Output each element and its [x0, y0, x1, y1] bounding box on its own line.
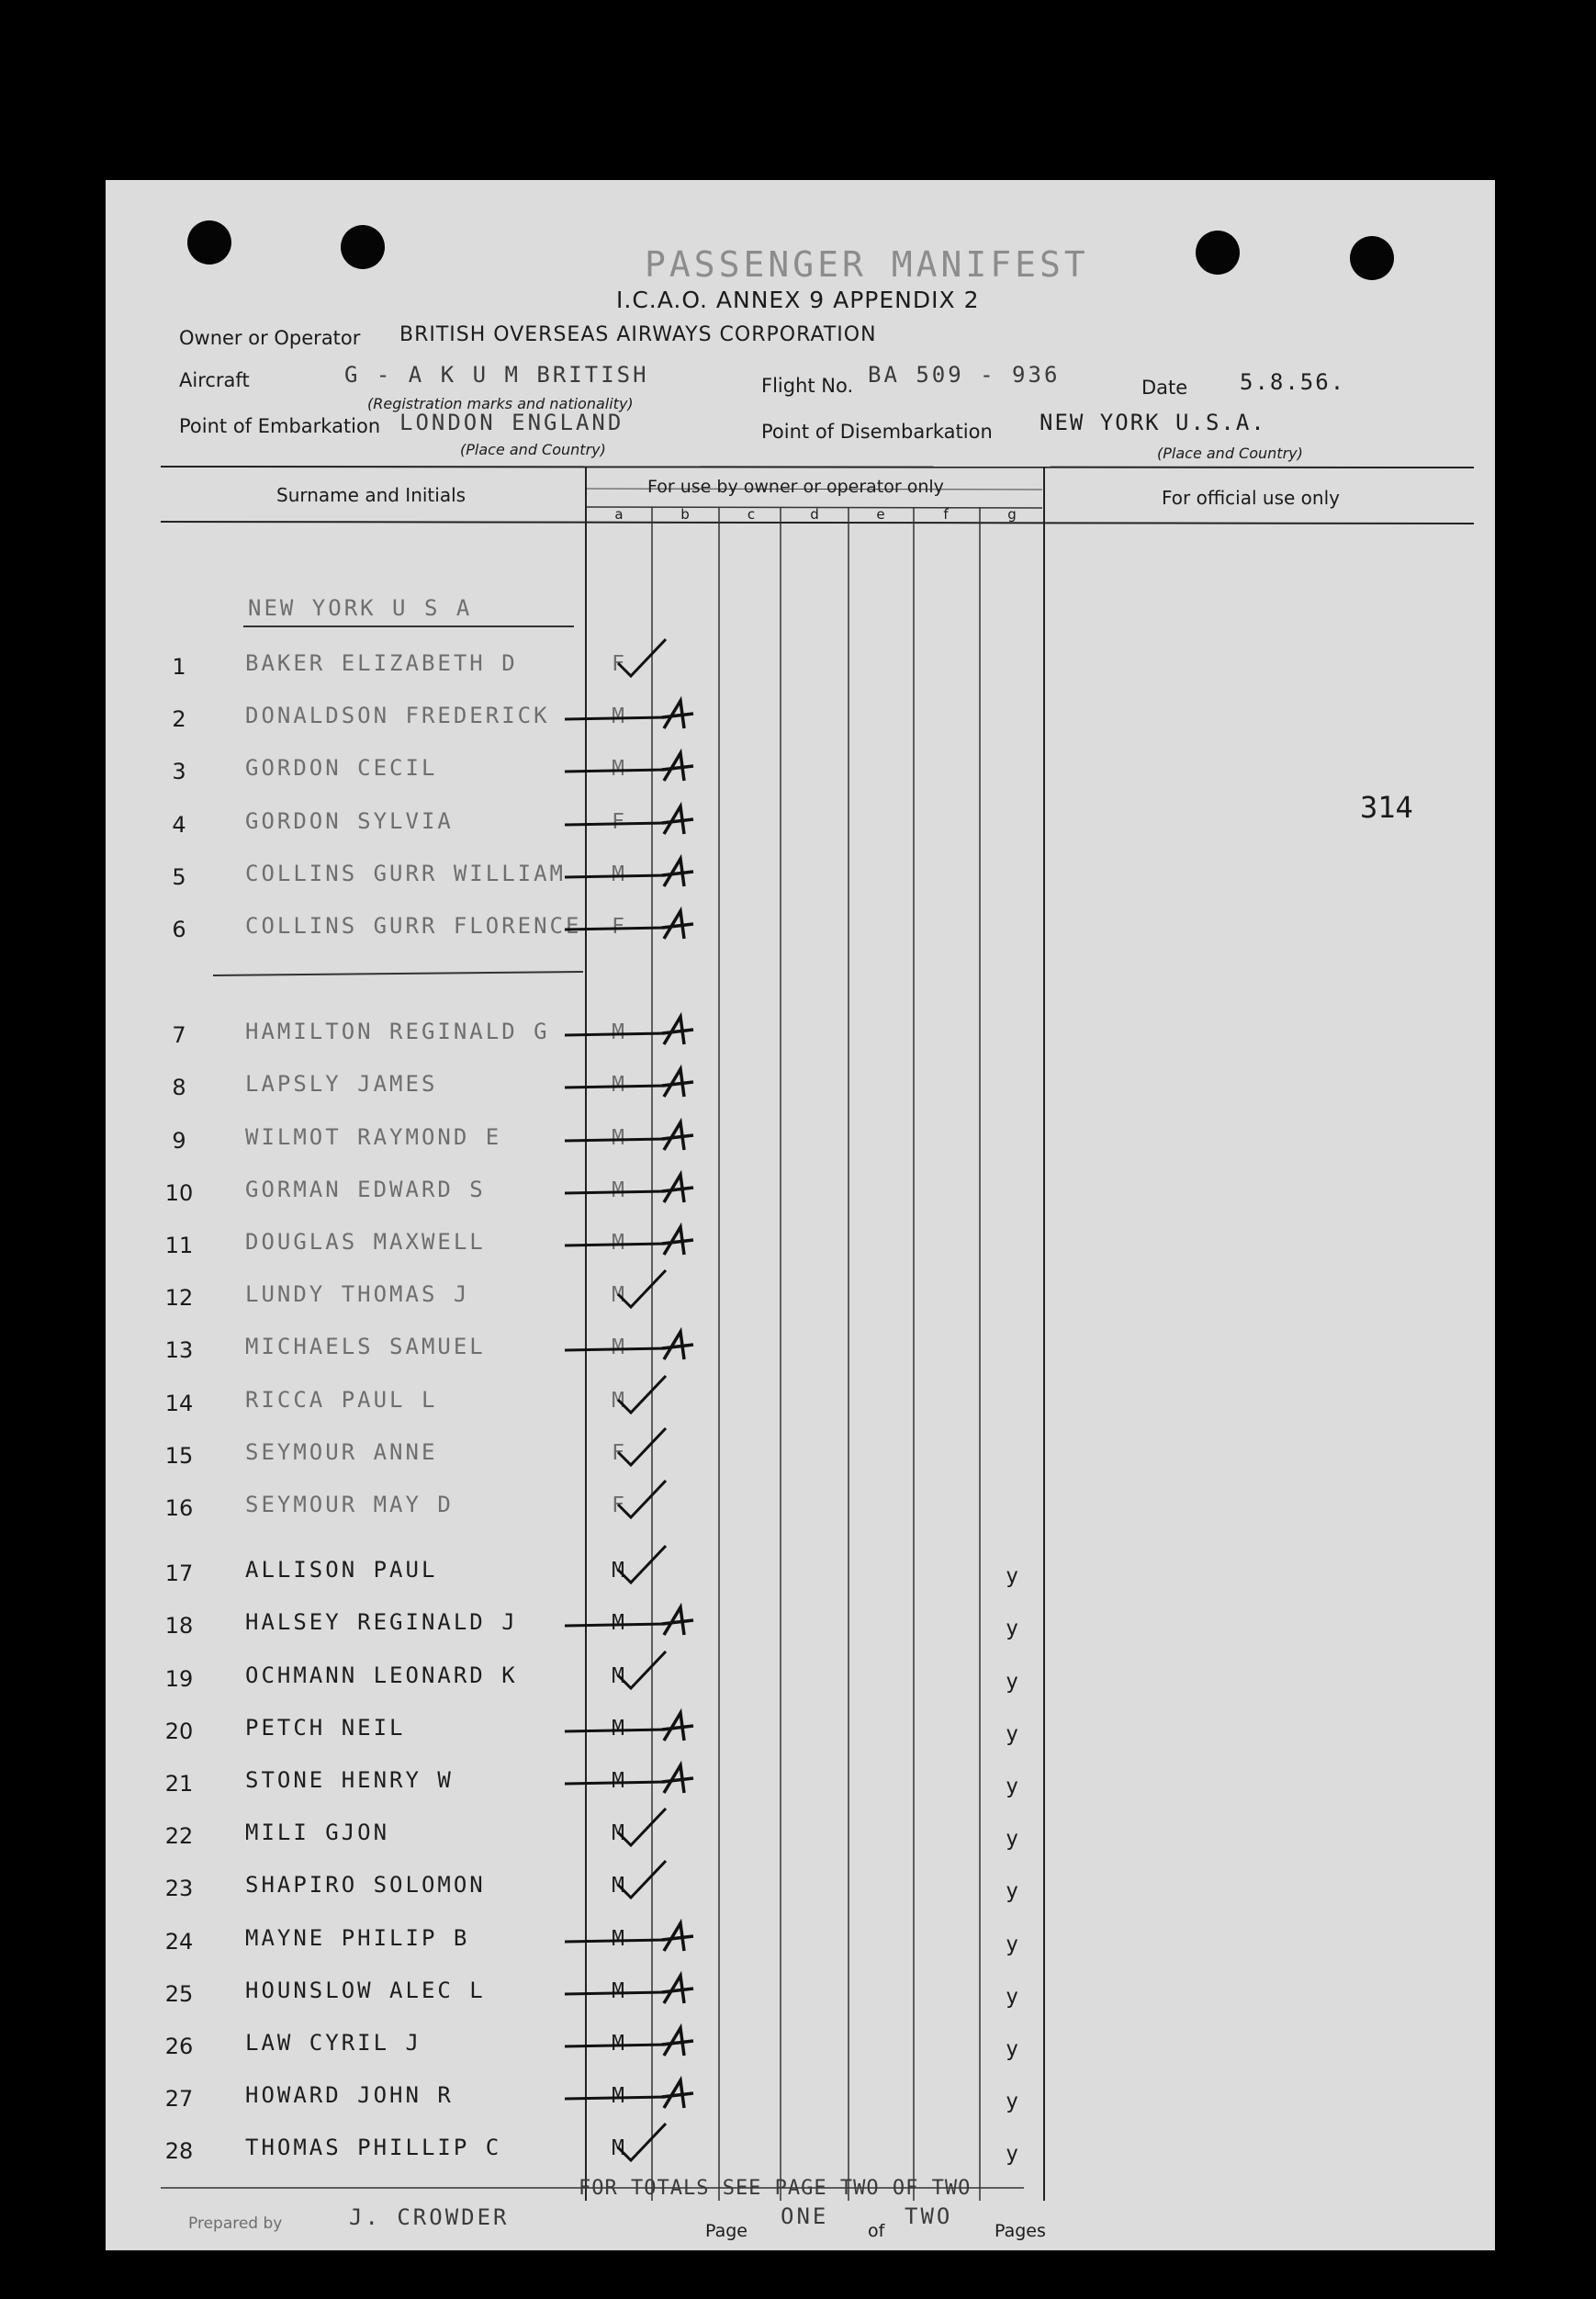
flight-label: Flight No.	[761, 375, 854, 397]
passenger-name: GORDON CECIL	[245, 755, 438, 781]
flight-value: BA 509 - 936	[868, 362, 1061, 388]
passenger-sex: F	[612, 1493, 624, 1517]
passenger-name: HALSEY REGINALD J	[245, 1609, 518, 1635]
passenger-sex: M	[612, 1874, 624, 1898]
subcol-e: e	[876, 506, 885, 523]
table-row	[106, 755, 1495, 795]
passenger-name: MILI GJON	[245, 1820, 390, 1845]
subcol-b: b	[680, 506, 690, 523]
table-row	[106, 1334, 1495, 1374]
row-number: 10	[164, 1180, 194, 1206]
arrived-mark-icon	[546, 1214, 785, 1269]
passenger-sex: M	[612, 862, 624, 886]
place-note-right: (Place and Country)	[1157, 445, 1303, 462]
row-number: 22	[164, 1823, 194, 1849]
check-mark-icon	[546, 1648, 785, 1703]
passenger-sex: M	[612, 1927, 624, 1951]
table-row	[106, 808, 1495, 849]
check-mark-icon	[546, 1425, 785, 1480]
column-g-value: y	[1006, 2090, 1018, 2113]
column-g-value: y	[1006, 1722, 1018, 1746]
passenger-sex: M	[612, 1979, 624, 2003]
passenger-name: COLLINS GURR WILLIAM	[245, 861, 566, 886]
table-row	[106, 650, 1495, 691]
passenger-name: ALLISON PAUL	[245, 1557, 438, 1583]
row-number: 11	[164, 1233, 194, 1258]
official-number: 314	[1360, 790, 1413, 825]
table-row	[106, 1662, 1495, 1703]
arrived-mark-icon	[546, 1056, 785, 1111]
check-mark-icon	[546, 1267, 785, 1322]
passenger-name: SEYMOUR ANNE	[245, 1439, 438, 1465]
passenger-name: BAKER ELIZABETH D	[245, 650, 518, 676]
manifest-title: PASSENGER MANIFEST	[645, 244, 1089, 285]
date-label: Date	[1141, 377, 1188, 399]
table-row	[106, 1229, 1495, 1269]
arrived-mark-icon	[546, 794, 785, 849]
pages-label: Pages	[995, 2221, 1046, 2241]
passenger-sex: M	[612, 1611, 624, 1635]
passenger-name: THOMAS PHILLIP C	[245, 2135, 502, 2160]
passenger-name: MAYNE PHILIP B	[245, 1925, 470, 1951]
owner-label: Owner or Operator	[179, 327, 361, 349]
row-number: 21	[164, 1771, 194, 1797]
column-g-value: y	[1006, 1879, 1018, 1903]
row-number: 27	[164, 2086, 194, 2112]
passenger-sex: M	[612, 1231, 624, 1255]
passenger-sex: F	[612, 1441, 624, 1465]
row-number: 9	[172, 1128, 186, 1154]
registration-note: (Registration marks and nationality)	[367, 395, 634, 412]
row-number: 17	[164, 1561, 194, 1586]
row-number: 20	[164, 1719, 194, 1744]
check-mark-icon	[546, 1477, 785, 1532]
table-row	[106, 1439, 1495, 1480]
table-row	[106, 1872, 1495, 1912]
col-owner-header: For use by owner or operator only	[647, 477, 944, 497]
row-number: 13	[164, 1337, 194, 1363]
check-mark-icon	[546, 1857, 785, 1912]
row-number: 15	[164, 1443, 194, 1469]
column-g-value: y	[1006, 1564, 1018, 1588]
arrived-mark-icon	[546, 1004, 785, 1059]
row-number: 2	[172, 706, 186, 732]
arrived-mark-icon	[546, 846, 785, 901]
table-row	[106, 1978, 1495, 2018]
arrived-mark-icon	[546, 1162, 785, 1217]
row-number: 24	[164, 1929, 194, 1955]
row-number: 3	[172, 759, 186, 784]
row-number: 8	[172, 1075, 186, 1100]
passenger-sex: M	[612, 2136, 624, 2160]
column-g-value: y	[1006, 1827, 1018, 1851]
row-number: 4	[172, 812, 186, 838]
arrived-mark-icon	[546, 898, 785, 953]
passenger-name: PETCH NEIL	[245, 1715, 406, 1741]
table-row	[106, 913, 1495, 953]
passenger-sex: M	[612, 2032, 624, 2056]
passenger-name: LAPSLY JAMES	[245, 1071, 438, 1097]
table-row	[106, 1767, 1495, 1808]
passenger-sex: M	[612, 1664, 624, 1688]
place-note-left: (Place and Country)	[460, 441, 606, 458]
row-number: 6	[172, 917, 186, 942]
aircraft-value: G - A K U M BRITISH	[344, 362, 649, 388]
passenger-sex: F	[612, 652, 624, 676]
arrived-mark-icon	[546, 1752, 785, 1808]
row-number: 1	[172, 654, 186, 680]
passenger-name: GORDON SYLVIA	[245, 808, 454, 834]
row-number: 12	[164, 1285, 194, 1311]
table-row	[106, 1124, 1495, 1165]
check-mark-icon	[546, 1372, 785, 1427]
column-g-value: y	[1006, 1985, 1018, 2009]
passenger-name: SEYMOUR MAY D	[245, 1492, 454, 1517]
passenger-sex: M	[612, 1073, 624, 1097]
manifest-subtitle: I.C.A.O. ANNEX 9 APPENDIX 2	[616, 287, 980, 313]
row-number: 18	[164, 1613, 194, 1639]
arrived-mark-icon	[546, 2068, 785, 2123]
check-mark-icon	[546, 1805, 785, 1860]
passenger-sex: M	[612, 757, 624, 781]
page-label: Page	[705, 2221, 747, 2241]
table-row	[106, 1177, 1495, 1217]
of-value: TWO	[905, 2203, 953, 2229]
passenger-sex: M	[612, 704, 624, 728]
passenger-sex: M	[612, 1559, 624, 1583]
row-number: 16	[164, 1495, 194, 1521]
disembark-label: Point of Disembarkation	[761, 421, 993, 443]
arrived-mark-icon	[546, 740, 785, 795]
column-g-value: y	[1006, 2142, 1018, 2166]
table-row	[106, 1019, 1495, 1059]
passenger-name: COLLINS GURR FLORENCE	[245, 913, 582, 939]
column-g-value: y	[1006, 2037, 1018, 2061]
column-g-value: y	[1006, 1617, 1018, 1640]
passenger-name: GORMAN EDWARD S	[245, 1177, 486, 1202]
table-row	[106, 861, 1495, 901]
of-label: of	[868, 2221, 885, 2241]
table-row	[106, 2135, 1495, 2175]
arrived-mark-icon	[546, 2015, 785, 2070]
table-row	[106, 1387, 1495, 1427]
date-value: 5.8.56.	[1240, 369, 1346, 395]
col-surname-header: Surname and Initials	[276, 484, 466, 506]
prepared-label: Prepared by	[188, 2214, 283, 2233]
passenger-name: RICCA PAUL L	[245, 1387, 438, 1413]
check-mark-icon	[546, 2120, 785, 2175]
table-row	[106, 703, 1495, 743]
passenger-name: HAMILTON REGINALD G	[245, 1019, 550, 1044]
column-g-value: y	[1006, 1933, 1018, 1956]
passenger-name: HOWARD JOHN R	[245, 2082, 454, 2108]
aircraft-label: Aircraft	[179, 369, 250, 391]
table-row	[106, 1715, 1495, 1755]
row-number: 28	[164, 2138, 194, 2164]
passenger-sex: M	[612, 2084, 624, 2108]
row-number: 5	[172, 864, 186, 890]
row-number: 23	[164, 1876, 194, 1901]
destination-heading: NEW YORK U S A	[248, 595, 473, 621]
passenger-sex: M	[612, 1283, 624, 1307]
table-row	[106, 2082, 1495, 2123]
passenger-sex: M	[612, 1769, 624, 1793]
table-row	[106, 1071, 1495, 1111]
subcol-f: f	[943, 506, 949, 523]
passenger-name: DOUGLAS MAXWELL	[245, 1229, 486, 1255]
row-number: 7	[172, 1022, 186, 1048]
column-g-value: y	[1006, 1775, 1018, 1798]
arrived-mark-icon	[546, 1963, 785, 2018]
owner-value: BRITISH OVERSEAS AIRWAYS CORPORATION	[399, 323, 877, 346]
totals-note: FOR TOTALS SEE PAGE TWO OF TWO	[579, 2177, 972, 2200]
table-row	[106, 1820, 1495, 1860]
passenger-sex: M	[612, 1126, 624, 1150]
table-row	[106, 1925, 1495, 1966]
subcol-g: g	[1007, 506, 1017, 523]
arrived-mark-icon	[546, 1319, 785, 1374]
column-g-value: y	[1006, 1670, 1018, 1694]
embark-value: LONDON ENGLAND	[399, 410, 624, 435]
passenger-sex: M	[612, 1020, 624, 1044]
table-row	[106, 1557, 1495, 1597]
passenger-name: STONE HENRY W	[245, 1767, 454, 1793]
arrived-mark-icon	[546, 1110, 785, 1165]
table-row	[106, 2030, 1495, 2070]
arrived-mark-icon	[546, 688, 785, 743]
passenger-name: WILMOT RAYMOND E	[245, 1124, 502, 1150]
subcol-a: a	[614, 506, 624, 523]
passenger-sex: M	[612, 1335, 624, 1359]
passenger-sex: F	[612, 915, 624, 939]
passenger-name: SHAPIRO SOLOMON	[245, 1872, 486, 1898]
subcol-c: c	[747, 506, 756, 523]
passenger-sex: M	[612, 1717, 624, 1741]
passenger-name: MICHAELS SAMUEL	[245, 1334, 486, 1359]
passenger-sex: F	[612, 810, 624, 834]
embark-label: Point of Embarkation	[179, 415, 381, 437]
arrived-mark-icon	[546, 1910, 785, 1966]
manifest-sheet	[106, 180, 1495, 2250]
passenger-sex: M	[612, 1389, 624, 1413]
table-row	[106, 1609, 1495, 1650]
passenger-name: DONALDSON FREDERICK	[245, 703, 550, 728]
table-row	[106, 1281, 1495, 1322]
row-number: 26	[164, 2034, 194, 2059]
disembark-value: NEW YORK U.S.A.	[1040, 410, 1266, 435]
row-number: 19	[164, 1666, 194, 1692]
prepared-value: J. CROWDER	[349, 2204, 510, 2230]
page-value: ONE	[781, 2203, 829, 2229]
check-mark-icon	[546, 636, 785, 691]
passenger-sex: M	[612, 1821, 624, 1845]
passenger-name: LUNDY THOMAS J	[245, 1281, 470, 1307]
passenger-name: OCHMANN LEONARD K	[245, 1662, 518, 1688]
passenger-sex: M	[612, 1178, 624, 1202]
col-official-header: For official use only	[1162, 487, 1340, 509]
check-mark-icon	[546, 1542, 785, 1597]
row-number: 25	[164, 1981, 194, 2007]
arrived-mark-icon	[546, 1595, 785, 1650]
row-number: 14	[164, 1391, 194, 1416]
passenger-name: HOUNSLOW ALEC L	[245, 1978, 486, 2003]
subcol-d: d	[810, 506, 819, 523]
arrived-mark-icon	[546, 1700, 785, 1755]
table-row	[106, 1492, 1495, 1532]
passenger-name: LAW CYRIL J	[245, 2030, 421, 2056]
